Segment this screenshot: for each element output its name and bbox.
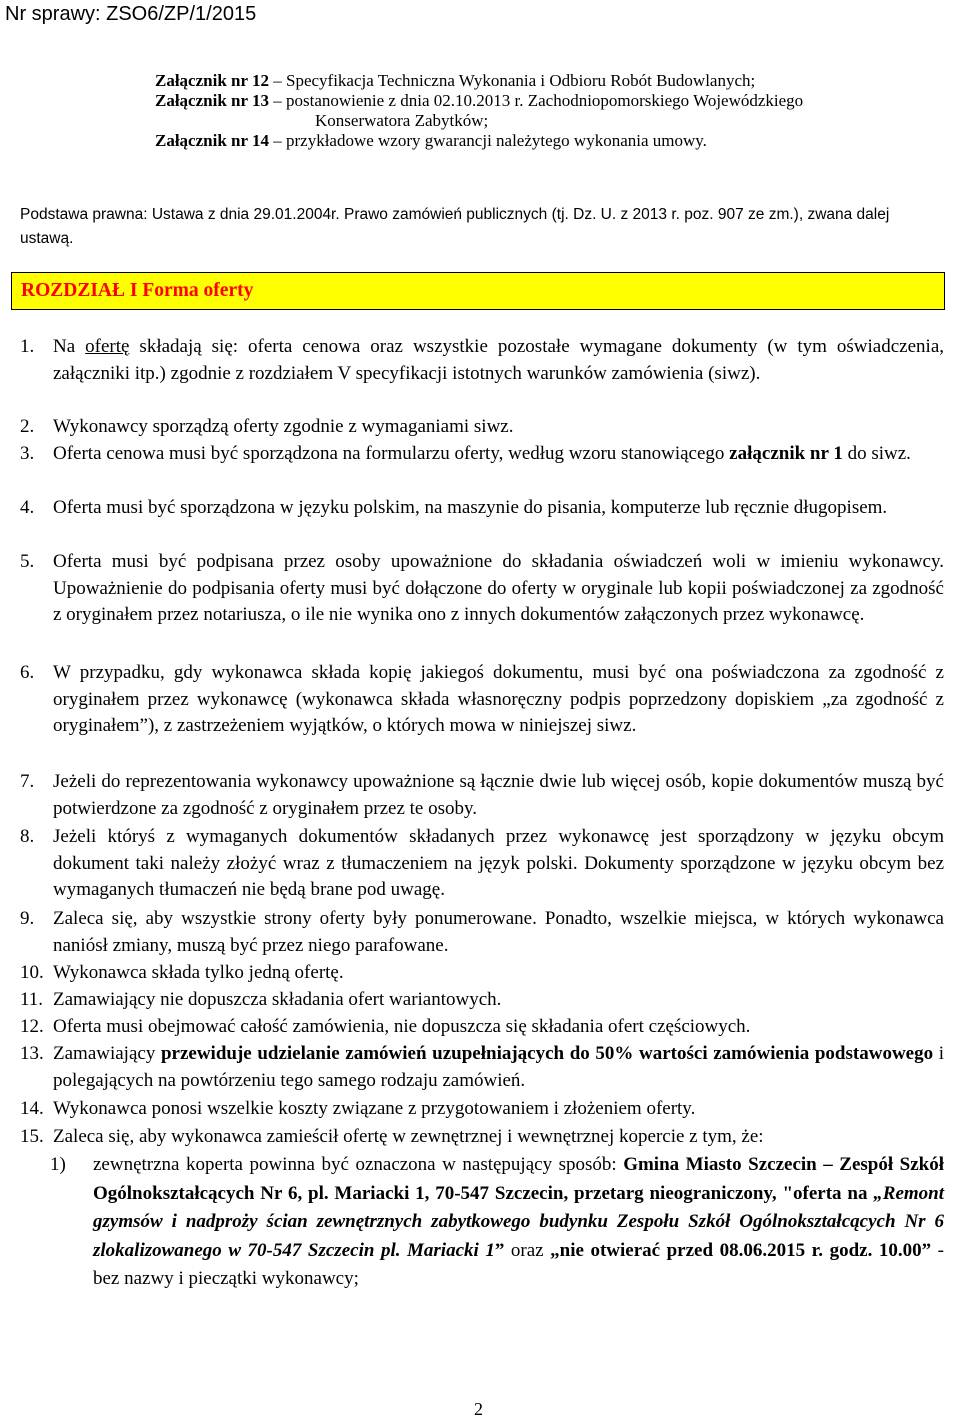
item-text-bold: załącznik nr 1 [729, 443, 843, 464]
attachment-14 [155, 131, 945, 151]
section-title: ROZDZIAŁ I Forma oferty [21, 280, 254, 301]
page-number: 2 [474, 1399, 483, 1419]
closing-quote: ” [921, 1239, 932, 1261]
item-text: Jeżeli któryś z wymaganych dokumentów składanych przez wykonawcę jest sporządzony w języku obcym dokument taki należy złożyć wraz z tłumaczeniem na język polski. Dokumenty sporządzone w języku obcym bez wymaganych tłumaczeń nie będą brane pod uwagę. [53, 826, 944, 900]
list-item-15 [20, 1124, 944, 1151]
list-item-14 [20, 1096, 944, 1123]
list-item-4 [20, 495, 944, 522]
sub-item-text-part: - bez nazwy i pieczątki wykonawcy; [93, 1239, 945, 1290]
item-number: 9. [20, 908, 35, 929]
item-number: 4. [20, 497, 35, 518]
list-item-2 [20, 414, 944, 441]
attachments-list [155, 71, 945, 151]
attachment-13-text: – postanowienie z dnia 02.10.2013 r. Zachodniopomorskiego Wojewódzkiego [268, 91, 804, 110]
underlined-word: ofertę [85, 336, 130, 357]
item-text [53, 441, 944, 468]
item-text-bold: przewiduje udzielanie zamówień uzupełniających do 50% wartości zamówienia podstawowego [160, 1043, 934, 1064]
sub-item-text-part: zewnętrzna koperta powinna być oznaczona w następujący sposób: [93, 1154, 624, 1175]
item-number: 10. [20, 962, 44, 983]
item-text-part: Zamawiający [53, 1043, 161, 1064]
attachment-12-label: Załącznik nr 12 [155, 71, 269, 90]
item-text-part: Na [53, 336, 86, 357]
item-number: 2. [20, 416, 35, 437]
list-item-3 [20, 441, 944, 468]
attachment-13 [155, 91, 945, 111]
item-text: Zamawiający nie dopuszcza składania ofert wariantowych. [53, 989, 502, 1010]
item-number: 3. [20, 443, 35, 464]
item-number: 5. [20, 551, 35, 572]
item-text-part: i polegających na powtórzeniu tego samego rodzaju zamówień. [53, 1043, 945, 1091]
item-text-part: składają się: oferta cenowa oraz wszystkie pozostałe wymagane dokumenty (w tym oświadczenia, załączniki itp.) zgodnie z rozdziałem V specyfikacji istotnych warunków zamówienia (siwz). [53, 336, 944, 384]
sub-item-text-bold-italic: „Remont gzymsów i nadproży ścian zewnętrznych zabytkowego budynku Zespołu Szkół Ogólnokształcących Nr 6 zlokalizowanego w 70-547 Szczecin pl. Mariacki 1 [93, 1182, 944, 1261]
item-text: Zaleca się, aby wykonawca zamieścił ofertę w zewnętrznej i wewnętrznej kopercie z tym, że: [53, 1126, 764, 1147]
sub-item-text-bold: Gmina Miasto Szczecin – Zespół Szkół Ogólnokształcących Nr 6, pl. Mariacki 1, 70-547 Szczecin, przetarg nieograniczony, "oferta na [93, 1154, 945, 1204]
legal-basis: Podstawa prawna: Ustawa z dnia 29.01.2004r. Prawo zamówień publicznych (tj. Dz. U. z 2013 r. poz. 907 ze zm.), zwana dalej ustawą. [20, 206, 890, 247]
item-text: Oferta musi być sporządzona w języku polskim, na maszynie do pisania, komputerze lub ręcznie długopisem. [53, 497, 888, 518]
list-item-1 [20, 334, 944, 387]
sub-item-text-bold: „nie otwierać przed 08.06.2015 r. godz. 10.00 [550, 1239, 922, 1261]
item-text: Oferta musi obejmować całość zamówienia, nie dopuszcza się składania ofert częściowych. [53, 1016, 751, 1037]
item-number: 11. [20, 989, 44, 1010]
item-text: W przypadku, gdy wykonawca składa kopię jakiegoś dokumentu, musi być ona poświadczona za zgodność z oryginałem przez wykonawcę (wykonawca składa własnoręczny podpis poprzedzony dopiskiem „za zgodność z oryginałem”), z zastrzeżeniem wyjątków, o których mowa w niniejszej siwz. [53, 662, 944, 736]
item-text-part: do siwz. [842, 443, 911, 464]
case-number: Nr sprawy: ZSO6/ZP/1/2015 [5, 3, 257, 25]
sub-item-number: 1) [50, 1154, 66, 1175]
list-item-7 [20, 769, 944, 822]
list-item-6 [20, 660, 944, 740]
item-number: 8. [20, 826, 35, 847]
attachment-13-label: Załącznik nr 13 [155, 91, 269, 110]
closing-quote: ” [494, 1239, 505, 1261]
item-text: Wykonawca składa tylko jedną ofertę. [53, 962, 344, 983]
item-number: 7. [20, 771, 35, 792]
item-text: Wykonawcy sporządzą oferty zgodnie z wymaganiami siwz. [53, 416, 514, 437]
sub-item-text-part: oraz [504, 1239, 551, 1261]
attachment-12-text: – Specyfikacja Techniczna Wykonania i Odbioru Robót Budowlanych; [268, 71, 756, 90]
item-number: 1. [20, 336, 35, 357]
list-item-10 [20, 960, 944, 987]
list-item-9 [20, 906, 944, 959]
list-item-8 [20, 824, 944, 904]
attachment-13-continuation: Konserwatora Zabytków; [315, 111, 489, 130]
sub-item-text [93, 1151, 944, 1294]
attachment-14-label: Załącznik nr 14 [155, 131, 269, 150]
attachment-12 [155, 71, 945, 91]
item-text [53, 334, 944, 387]
item-text: Jeżeli do reprezentowania wykonawcy upoważnione są łącznie dwie lub więcej osób, kopie dokumentów muszą być potwierdzone za zgodność z oryginałem przez te osoby. [53, 771, 944, 819]
item-number: 6. [20, 662, 35, 683]
item-number: 13. [20, 1043, 44, 1064]
item-text [53, 1041, 944, 1094]
list-item-13 [20, 1041, 944, 1094]
item-text-part: Oferta cenowa musi być sporządzona na formularzu oferty, według wzoru stanowiącego [53, 443, 730, 464]
item-text: Zaleca się, aby wszystkie strony oferty były ponumerowane. Ponadto, wszelkie miejsca, w których wykonawca naniósł zmiany, muszą być przez niego parafowane. [53, 908, 944, 956]
item-number: 14. [20, 1098, 44, 1119]
item-number: 15. [20, 1126, 44, 1147]
list-item-11 [20, 987, 944, 1014]
list-item-5 [20, 549, 944, 629]
list-item-12 [20, 1014, 944, 1041]
sub-item-1 [50, 1151, 944, 1294]
item-number: 12. [20, 1016, 44, 1037]
item-text: Oferta musi być podpisana przez osoby upoważnione do składania oświadczeń woli w imieniu wykonawcy. Upoważnienie do podpisania oferty musi być dołączone do oferty w oryginale lub kopii poświadczonej za zgodność z oryginałem przez notariusza, o ile nie wynika ono z innych dokumentów załączonych przez wykonawcę. [53, 551, 944, 625]
attachment-14-text: – przykładowe wzory gwarancji należytego wykonania umowy. [268, 131, 707, 150]
section-banner [11, 272, 945, 310]
item-text: Wykonawca ponosi wszelkie koszty związane z przygotowaniem i złożeniem oferty. [53, 1098, 696, 1119]
